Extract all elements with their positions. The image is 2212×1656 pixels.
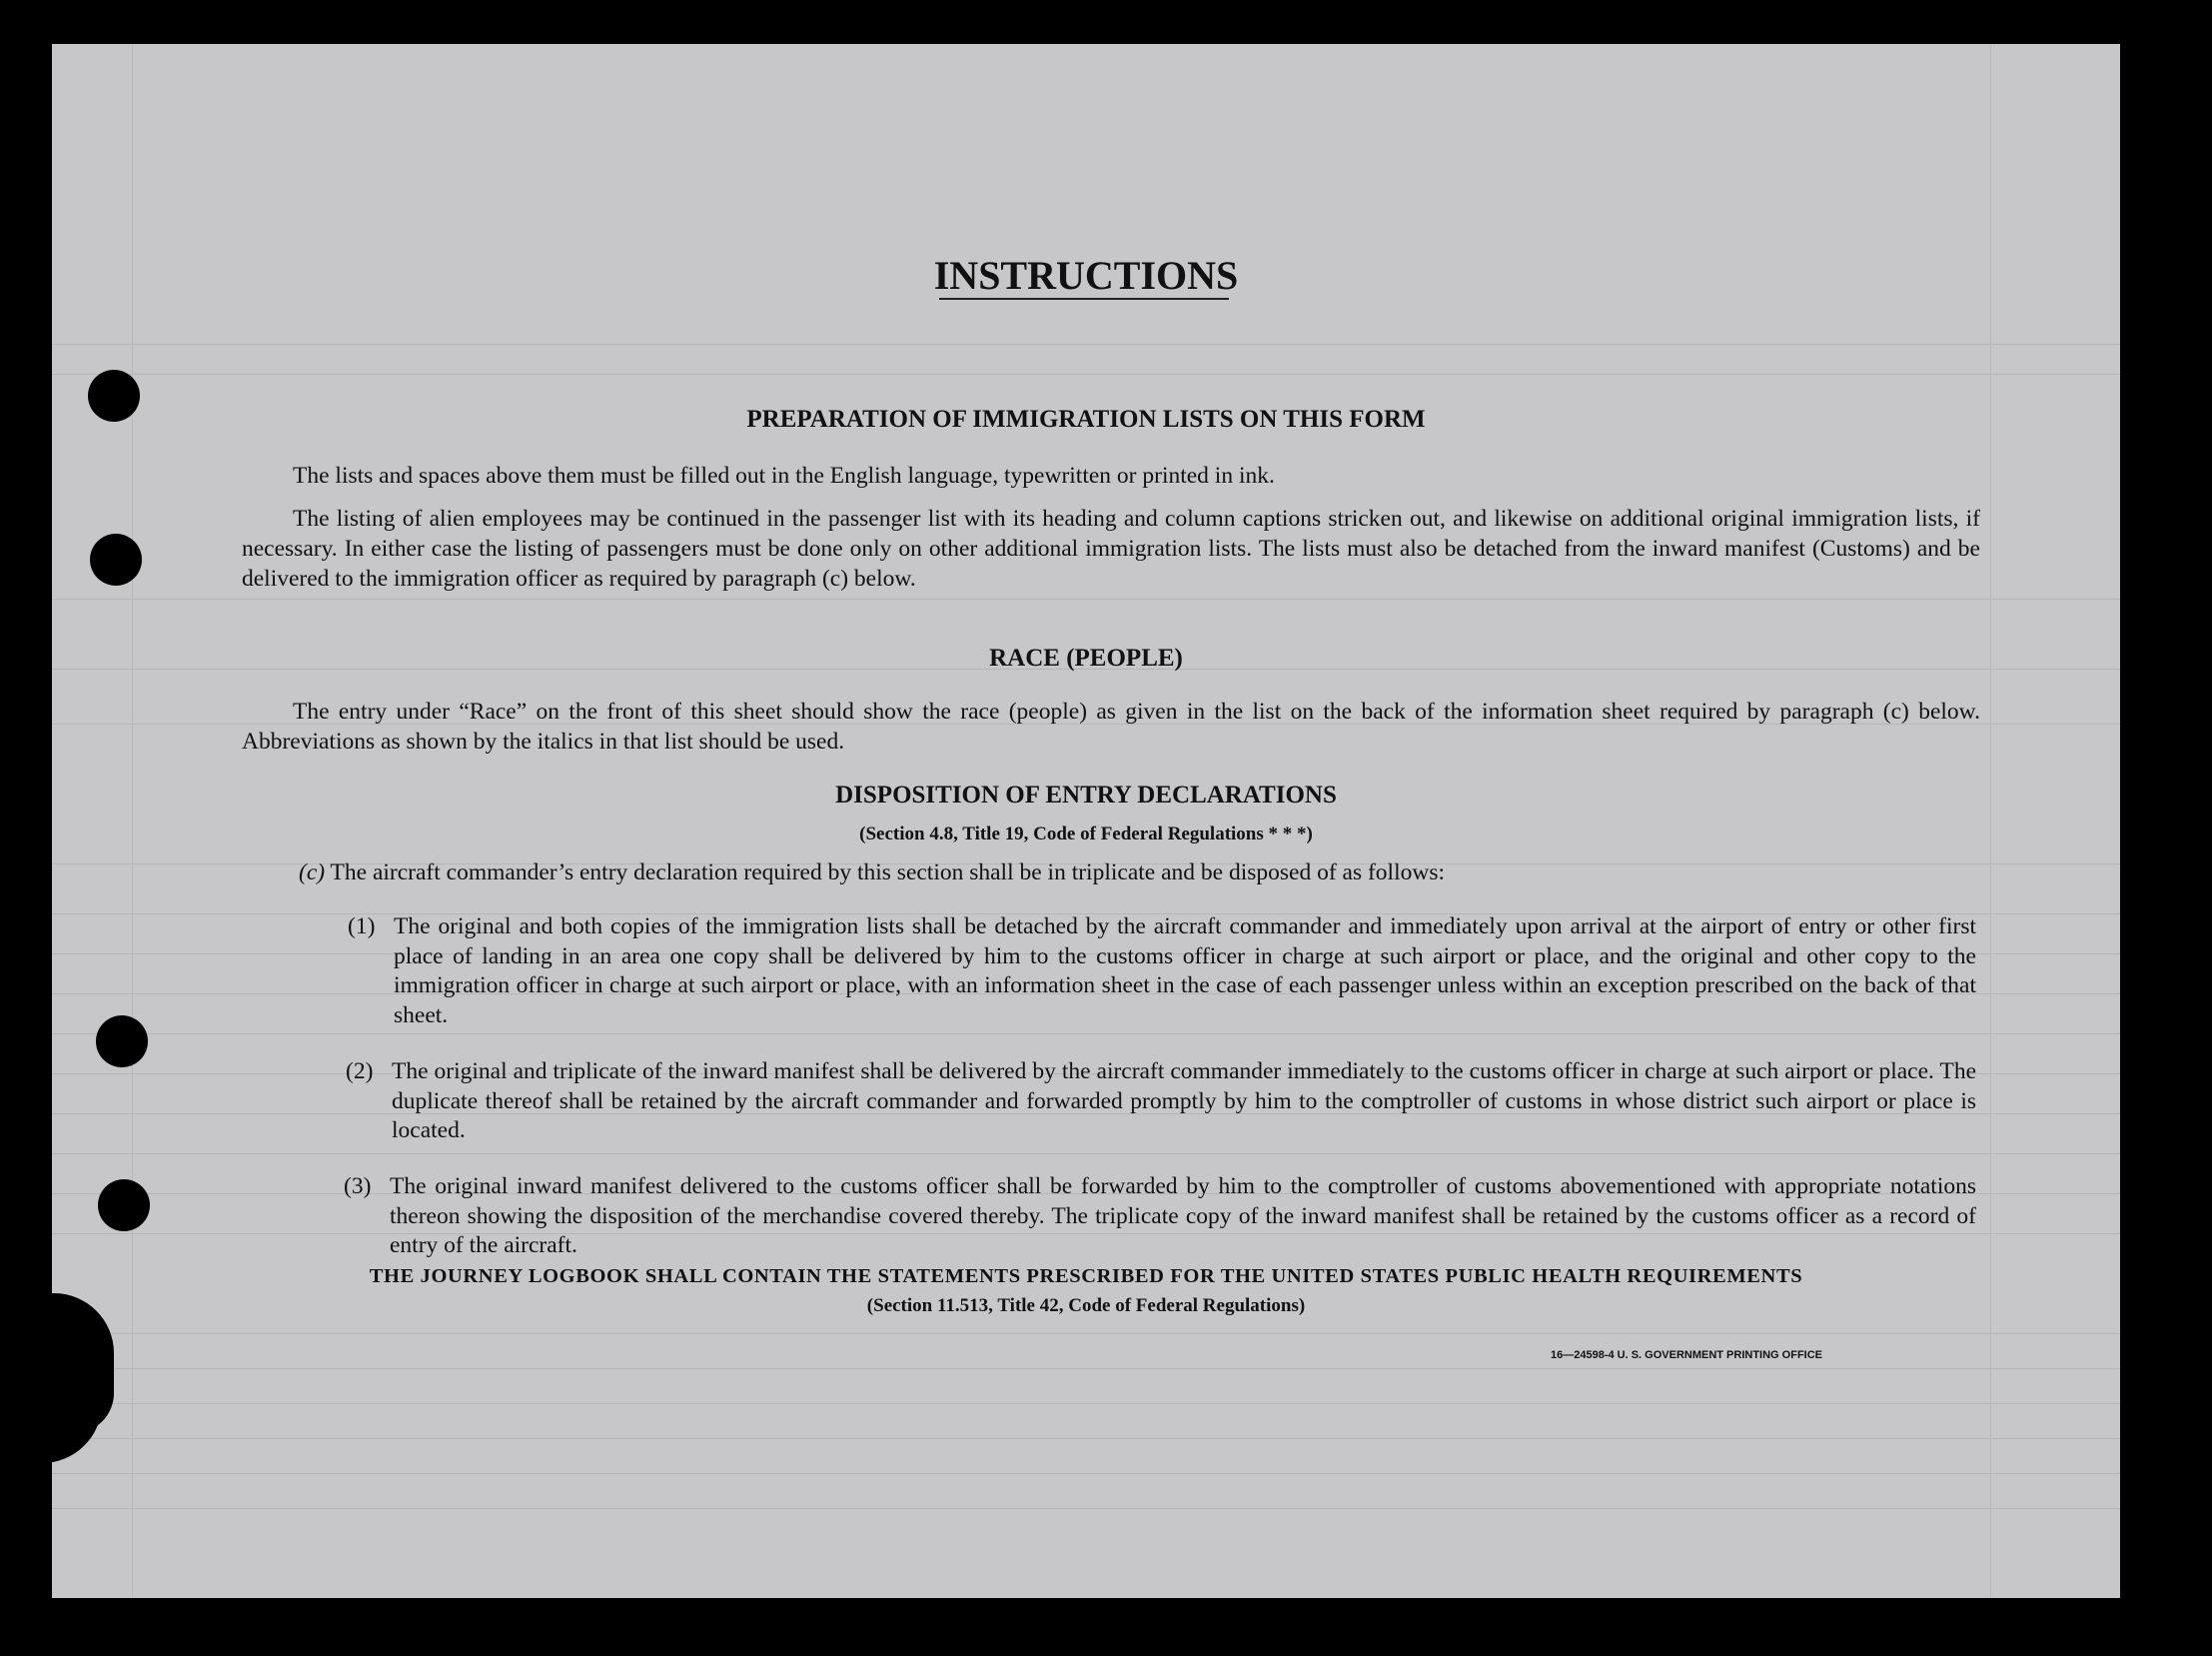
preparation-paragraph-1: The lists and spaces above them must be filled out in the English language, typewritten or printed in ink. bbox=[293, 463, 1275, 489]
disposition-intro bbox=[299, 857, 1987, 887]
preparation-heading: PREPARATION OF IMMIGRATION LISTS ON THIS FORM bbox=[746, 406, 1426, 433]
disposition-heading: DISPOSITION OF ENTRY DECLARATIONS bbox=[835, 782, 1337, 809]
item-number: (3) bbox=[344, 1173, 372, 1199]
item-number: (2) bbox=[346, 1058, 374, 1084]
disposition-intro-text: The aircraft commander’s entry declaration required by this section shall be in triplicate and be disposed of as follows: bbox=[330, 859, 1446, 885]
health-requirements-citation: (Section 11.513, Title 42, Code of Federal Regulations) bbox=[866, 1295, 1306, 1316]
disposition-citation: (Section 4.8, Title 19, Code of Federal Regulations * * *) bbox=[859, 824, 1313, 844]
race-paragraph: The entry under “Race” on the front of this sheet should show the race (people) as given in the list on the back of the information sheet required by paragraph (c) below. Abbreviations as shown by the italics in that list should be used. bbox=[242, 699, 1980, 755]
disposition-item-1 bbox=[348, 912, 1976, 1030]
item-number: (1) bbox=[348, 913, 376, 939]
race-heading: RACE (PEOPLE) bbox=[989, 645, 1183, 672]
item-text: The original and triplicate of the inward manifest shall be delivered by the aircraft commander immediately to the customs officer in charge at such airport or place. The duplicate thereof shall be retained by the aircraft commander and forwarded promptly by him to the comptroller of customs in whose district such airport or place is located. bbox=[392, 1058, 1976, 1143]
preparation-paragraph-2: The listing of alien employees may be continued in the passenger list with its heading and column captions stricken out, and likewise on additional original immigration lists, if necessary. In either case the listing of passengers must be done only on other additional immigration lists. The lists must also be detached from the inward manifest (Customs) and be delivered to the immigration officer as required by paragraph (c) below. bbox=[242, 506, 1980, 592]
title-underline bbox=[939, 298, 1229, 300]
printing-office-code: 16—24598-4 U. S. GOVERNMENT PRINTING OFFICE bbox=[1551, 1349, 1823, 1361]
health-requirements-notice: THE JOURNEY LOGBOOK SHALL CONTAIN THE STATEMENTS PRESCRIBED FOR THE UNITED STATES PUBLIC HEALTH REQUIREMENTS bbox=[369, 1265, 1803, 1287]
disposition-item-2 bbox=[346, 1057, 1976, 1146]
page-title: INSTRUCTIONS bbox=[933, 253, 1239, 298]
item-text: The original inward manifest delivered to the customs officer shall be forwarded by him to the comptroller of customs abovementioned with appropriate notations thereon showing the disposition of the merchandise covered thereby. The triplicate copy of the inward manifest shall be retained by the customs officer as a record of entry of the aircraft. bbox=[390, 1173, 1976, 1258]
disposition-item-3 bbox=[344, 1172, 1976, 1261]
document-sheet bbox=[52, 44, 2120, 1598]
paragraph-label-c: (c) bbox=[299, 859, 326, 885]
item-text: The original and both copies of the immigration lists shall be detached by the aircraft commander and immediately upon arrival at the airport of entry or other first place of landing in an area one copy shall be delivered by him to the customs officer in charge at such airport or place, and the original and other copy to the immigration officer in charge at such airport or place, with an information sheet in the case of each passenger unless within an exception prescribed on the back of that sheet. bbox=[394, 913, 1976, 1028]
